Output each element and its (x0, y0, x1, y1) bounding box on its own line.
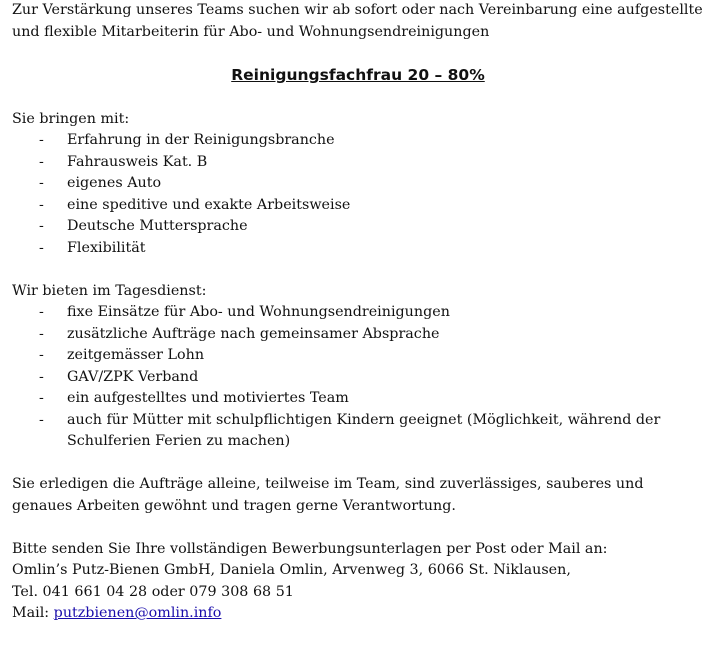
dash-bullet: - (39, 175, 44, 191)
dash-bullet: - (39, 411, 44, 428)
list-item-text: ein aufgestelltes und motiviertes Team (67, 390, 349, 406)
list-item-text: Fahrausweis Kat. B (67, 153, 208, 170)
contact-block (12, 539, 704, 625)
contact-phone: Tel. 041 661 04 28 oder 079 308 68 51 (12, 583, 294, 600)
list-item (12, 367, 704, 389)
requirements-list (12, 130, 704, 259)
dash-bullet: - (39, 239, 44, 256)
list-item (12, 130, 704, 152)
list-item-text: Erfahrung in der Reinigungsbranche (67, 132, 335, 148)
list-item (12, 152, 704, 174)
dash-bullet: - (39, 325, 44, 342)
list-item (12, 195, 704, 217)
dash-bullet: - (39, 390, 44, 406)
list-item-text: eine speditive und exakte Arbeitsweise (67, 196, 351, 213)
intro-paragraph: Zur Verstärkung unseres Teams suchen wir ab sofort oder nach Vereinbarung eine aufgestellte und flexible Mitarbeiterin für Abo- und Wohnungsendreinigungen (12, 2, 703, 40)
list-item (12, 173, 704, 195)
list-item-text: Deutsche Muttersprache (67, 218, 248, 234)
contact-address: Omlin’s Putz-Bienen GmbH, Daniela Omlin, Arvenweg 3, 6066 St. Niklausen, (12, 562, 571, 578)
dash-bullet: - (39, 196, 44, 213)
dash-bullet: - (39, 347, 44, 363)
list-item (12, 345, 704, 367)
contact-mail-line (12, 603, 704, 625)
offer-heading: Wir bieten im Tagesdienst: (12, 282, 207, 299)
list-item (12, 410, 704, 453)
list-item-text: GAV/ZPK Verband (67, 368, 199, 385)
email-link[interactable]: putzbienen@omlin.info (53, 605, 222, 621)
mail-label: Mail: (12, 605, 54, 621)
spacer (12, 517, 704, 539)
job-title: Reinigungsfachfrau 20 – 80% (231, 66, 485, 84)
dash-bullet: - (39, 218, 44, 234)
list-item-text: zeitgemässer Lohn (67, 347, 205, 363)
list-item (12, 238, 704, 260)
requirements-heading: Sie bringen mit: (12, 110, 130, 127)
job-posting (12, 0, 704, 625)
spacer (12, 259, 704, 281)
list-item-text: zusätzliche Aufträge nach gemeinsamer Absprache (67, 325, 440, 342)
dash-bullet: - (39, 304, 44, 320)
closing-paragraph: Sie erledigen die Aufträge alleine, teilweise im Team, sind zuverlässiges, sauberes und genaues Arbeiten gewöhnt und tragen gerne Verantwortung. (12, 476, 644, 514)
list-item-text: Flexibilität (67, 239, 146, 256)
list-item-text: fixe Einsätze für Abo- und Wohnungsendreinigungen (67, 304, 450, 320)
contact-instructions: Bitte senden Sie Ihre vollständigen Bewerbungsunterlagen per Post oder Mail an: (12, 540, 608, 557)
list-item (12, 216, 704, 238)
list-item (12, 324, 704, 346)
dash-bullet: - (39, 153, 44, 170)
list-item (12, 302, 704, 324)
offer-list (12, 302, 704, 453)
spacer (12, 453, 704, 475)
list-item-text: eigenes Auto (67, 175, 162, 191)
list-item-text: auch für Mütter mit schulpflichtigen Kindern geeignet (Möglichkeit, während der Schulferien Ferien zu machen) (67, 411, 661, 449)
dash-bullet: - (39, 368, 44, 385)
dash-bullet: - (39, 132, 44, 148)
title-block (12, 65, 704, 88)
list-item (12, 388, 704, 410)
